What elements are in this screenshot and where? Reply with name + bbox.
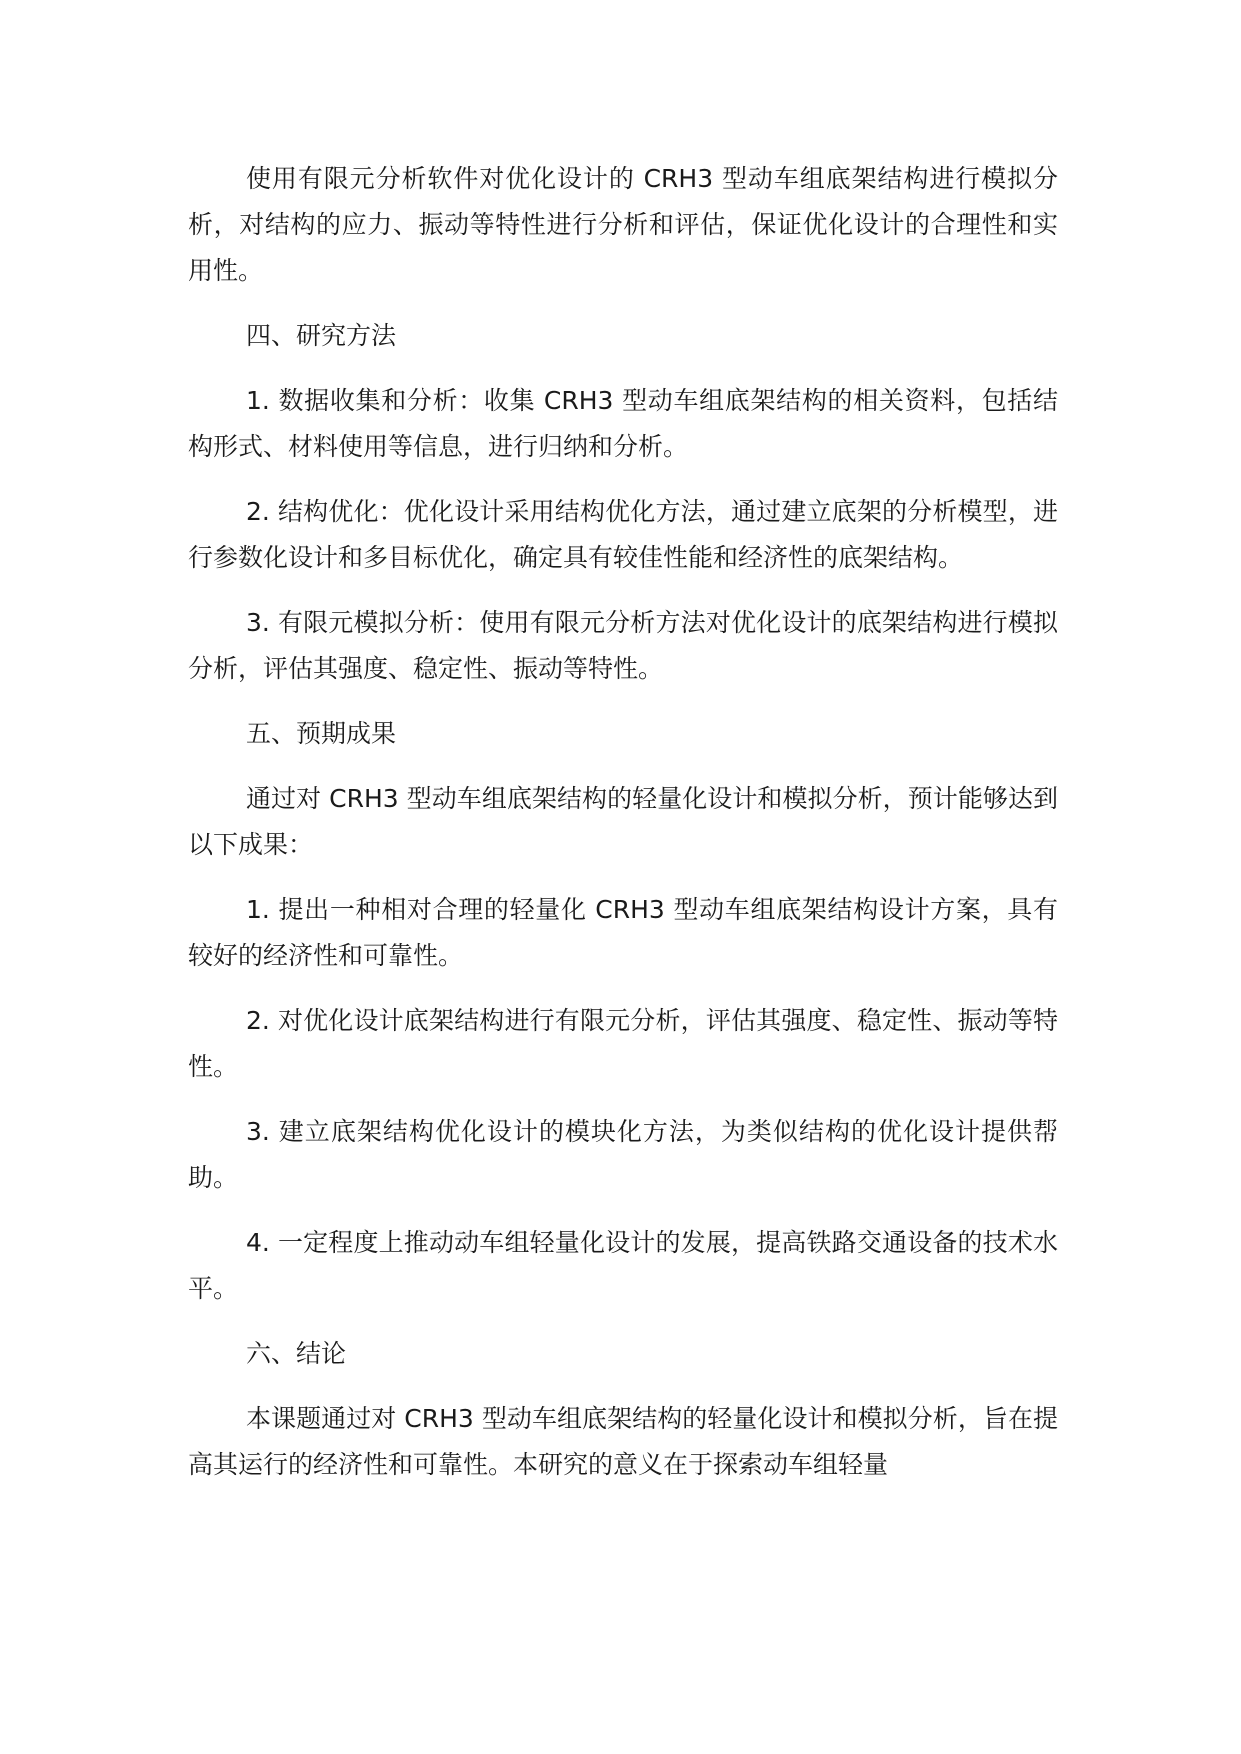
heading-conclusion: 六、结论 xyxy=(246,1339,347,1368)
result-item-1: 1. 提出一种相对合理的轻量化 CRH3 型动车组底架结构设计方案，具有较好的经济性和可靠性。 xyxy=(188,895,1058,970)
result-item-4: 4. 一定程度上推动动车组轻量化设计的发展，提高铁路交通设备的技术水平。 xyxy=(188,1228,1058,1303)
method-item-3: 3. 有限元模拟分析：使用有限元分析方法对优化设计的底架结构进行模拟分析，评估其强度、稳定性、振动等特性。 xyxy=(188,608,1058,683)
paragraph-fem-simulation: 使用有限元分析软件对优化设计的 CRH3 型动车组底架结构进行模拟分析，对结构的应力、振动等特性进行分析和评估，保证优化设计的合理性和实用性。 xyxy=(188,164,1058,285)
document-page xyxy=(188,156,1058,1488)
expected-results-intro: 通过对 CRH3 型动车组底架结构的轻量化设计和模拟分析，预计能够达到以下成果： xyxy=(188,784,1058,859)
result-item-2: 2. 对优化设计底架结构进行有限元分析，评估其强度、稳定性、振动等特性。 xyxy=(188,1006,1058,1081)
result-item-3: 3. 建立底架结构优化设计的模块化方法，为类似结构的优化设计提供帮助。 xyxy=(188,1117,1058,1192)
conclusion-paragraph: 本课题通过对 CRH3 型动车组底架结构的轻量化设计和模拟分析，旨在提高其运行的经济性和可靠性。本研究的意义在于探索动车组轻量 xyxy=(188,1404,1058,1479)
heading-expected-results: 五、预期成果 xyxy=(246,719,397,748)
heading-research-methods: 四、研究方法 xyxy=(246,321,397,350)
method-item-1: 1. 数据收集和分析：收集 CRH3 型动车组底架结构的相关资料，包括结构形式、材料使用等信息，进行归纳和分析。 xyxy=(188,386,1058,461)
method-item-2: 2. 结构优化：优化设计采用结构优化方法，通过建立底架的分析模型，进行参数化设计和多目标优化，确定具有较佳性能和经济性的底架结构。 xyxy=(188,497,1058,572)
